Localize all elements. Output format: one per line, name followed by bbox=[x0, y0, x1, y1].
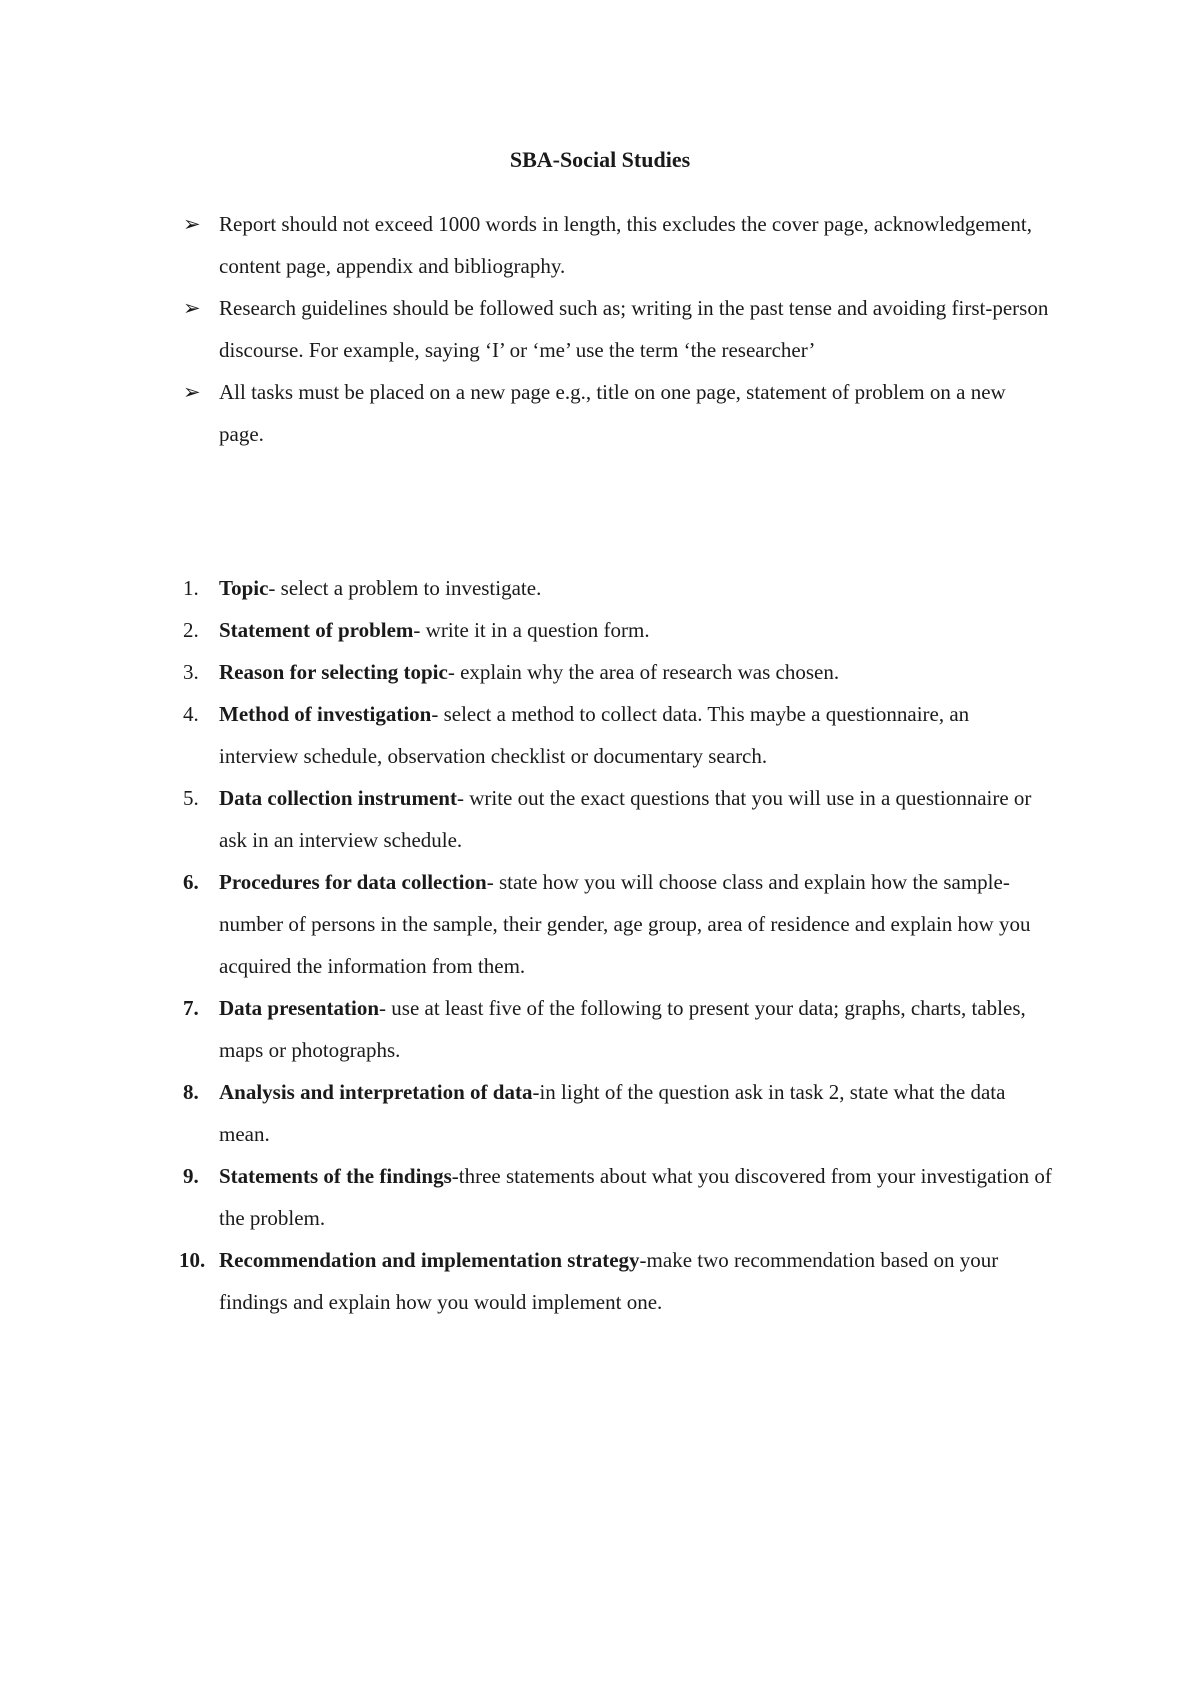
arrow-bullet-icon: ➢ bbox=[183, 212, 201, 236]
task-term: Data presentation bbox=[219, 996, 380, 1020]
task-term: Statement of problem bbox=[219, 618, 414, 642]
task-number: 10. bbox=[179, 1248, 206, 1272]
task-description: - select a method to collect data. This maybe a questionnaire, an interview schedule, observation checklist or documentary search. bbox=[219, 702, 970, 768]
task-number: 5. bbox=[183, 786, 199, 810]
task-number: 8. bbox=[183, 1080, 199, 1104]
task-list bbox=[179, 567, 1053, 1323]
page-title: SBA-Social Studies bbox=[509, 147, 691, 172]
task-term: Procedures for data collection bbox=[219, 870, 487, 894]
task-item bbox=[183, 1071, 1053, 1155]
task-description: - write out the exact questions that you will use in a questionnaire or ask in an interview schedule. bbox=[219, 786, 1032, 852]
guideline-text: All tasks must be placed on a new page e.g., title on one page, statement of problem on a new page. bbox=[219, 380, 1006, 446]
task-term: Analysis and interpretation of data bbox=[219, 1080, 533, 1104]
task-term: Reason for selecting topic bbox=[219, 660, 448, 684]
guidelines-list bbox=[183, 203, 1053, 455]
task-item bbox=[183, 1155, 1053, 1239]
task-term: Method of investigation bbox=[219, 702, 432, 726]
task-number: 7. bbox=[183, 996, 199, 1020]
guideline-text: Research guidelines should be followed such as; writing in the past tense and avoiding first-person discourse. For example, saying ‘I’ or ‘me’ use the term ‘the researcher’ bbox=[219, 296, 1049, 362]
task-description: - select a problem to investigate. bbox=[268, 576, 542, 600]
task-description: -make two recommendation based on your findings and explain how you would implement one. bbox=[219, 1248, 999, 1314]
task-item bbox=[183, 609, 1053, 651]
task-item bbox=[183, 861, 1053, 987]
task-number: 2. bbox=[183, 618, 199, 642]
task-description: - write it in a question form. bbox=[413, 618, 650, 642]
task-term: Topic bbox=[219, 576, 269, 600]
arrow-bullet-icon: ➢ bbox=[183, 296, 201, 320]
task-description: - explain why the area of research was chosen. bbox=[447, 660, 840, 684]
task-item bbox=[183, 693, 1053, 777]
task-number: 9. bbox=[183, 1164, 199, 1188]
task-term: Statements of the findings bbox=[219, 1164, 452, 1188]
task-number: 1. bbox=[183, 576, 199, 600]
task-term: Data collection instrument bbox=[219, 786, 457, 810]
guideline-item bbox=[183, 371, 1053, 455]
task-item bbox=[183, 651, 1053, 693]
task-description: - state how you will choose class and explain how the sample-number of persons in the sample, their gender, age group, area of residence and explain how you acquired the information from them. bbox=[219, 870, 1031, 978]
task-number: 3. bbox=[183, 660, 199, 684]
task-description: -three statements about what you discovered from your investigation of the problem. bbox=[219, 1164, 1052, 1230]
guideline-text: Report should not exceed 1000 words in length, this excludes the cover page, acknowledgement, content page, appendix and bibliography. bbox=[219, 212, 1032, 278]
task-term: Recommendation and implementation strategy bbox=[219, 1248, 640, 1272]
arrow-bullet-icon: ➢ bbox=[183, 380, 201, 404]
task-item bbox=[179, 1239, 1053, 1323]
guideline-item bbox=[183, 203, 1053, 287]
task-number: 4. bbox=[183, 702, 199, 726]
task-description: -in light of the question ask in task 2, state what the data mean. bbox=[219, 1080, 1006, 1146]
task-description: - use at least five of the following to present your data; graphs, charts, tables, maps or photographs. bbox=[219, 996, 1026, 1062]
task-item bbox=[183, 777, 1053, 861]
task-item bbox=[183, 987, 1053, 1071]
task-number: 6. bbox=[183, 870, 199, 894]
task-item bbox=[183, 567, 1053, 609]
guideline-item bbox=[183, 287, 1053, 371]
